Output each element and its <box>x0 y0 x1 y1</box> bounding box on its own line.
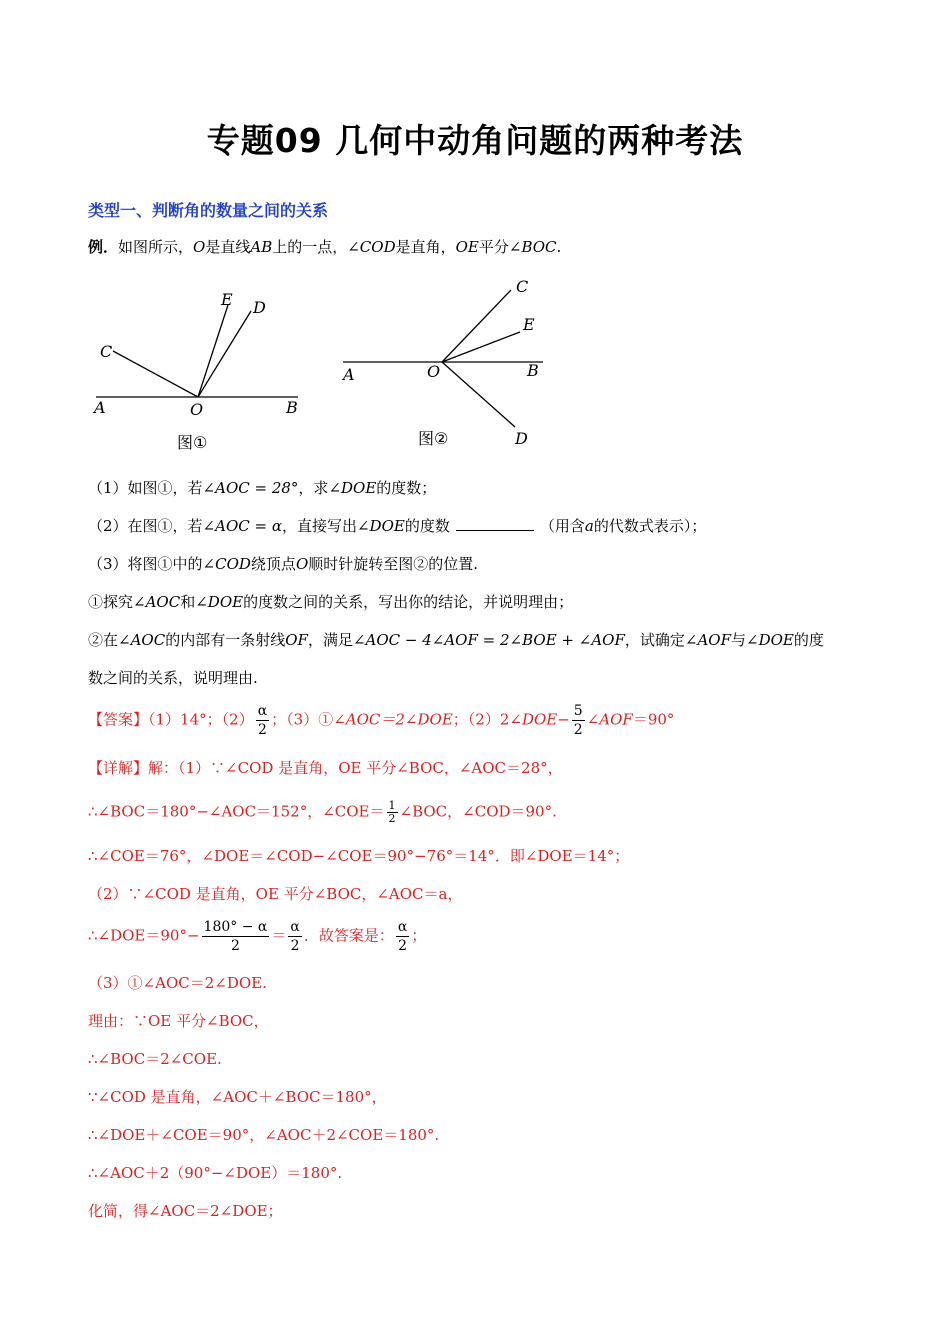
label-c: C <box>100 342 113 361</box>
example-text: . <box>556 238 562 256</box>
detail-text: 解：（1）∵∠COD 是直角，OE 平分∠BOC，∠AOC＝28°， <box>148 759 563 777</box>
answer-blank <box>456 516 534 531</box>
label-b: B <box>527 361 539 380</box>
answer-text: − <box>557 710 570 729</box>
label-d: D <box>253 298 266 317</box>
fraction-5-over-2 <box>572 702 585 739</box>
label-o: O <box>190 400 204 419</box>
example-text: 是直线 <box>205 238 251 256</box>
q-math: ∠AOF <box>684 631 731 649</box>
q-math: ∠DOE <box>328 479 377 497</box>
answer-text: ；（3）① <box>271 710 334 729</box>
q-text: ②在 <box>88 631 119 649</box>
ray-oc <box>442 290 511 362</box>
question-3-part-2-cont: 数之间的关系，说明理由. <box>88 669 258 687</box>
q-text: （3）将图①中的 <box>88 555 203 573</box>
figure-2 <box>335 272 560 452</box>
q-text: ，直接写出 <box>281 517 357 535</box>
q-text: 和 <box>180 593 196 611</box>
example-text: 如图所示， <box>118 238 194 256</box>
q-math: OF <box>285 631 308 649</box>
q-text: 的度数； <box>376 479 437 497</box>
fraction-180-minus-alpha-over-2 <box>202 918 270 955</box>
ray-od <box>198 311 251 397</box>
label-e: E <box>523 315 535 334</box>
q-text: ，求 <box>298 479 329 497</box>
question-1 <box>88 477 436 499</box>
answer-math: ∠DOE <box>509 710 558 729</box>
numerator: 5 <box>573 703 583 719</box>
denominator: 2 <box>398 938 408 954</box>
q-text: 顺时针旋转至图②的位置. <box>308 555 479 573</box>
answer-tag: 【答案】 <box>88 710 149 729</box>
numerator: 180° − α <box>203 919 268 935</box>
detail-text: ∴∠DOE＝90°− <box>88 926 200 945</box>
q-math: ∠DOE <box>356 517 405 535</box>
detail-text: ＝ <box>271 926 287 945</box>
fraction-alpha-over-2 <box>256 702 269 739</box>
q-text: 的度 <box>793 631 824 649</box>
example-text: 上的一点， <box>272 238 348 256</box>
q-text: （用含 <box>539 517 585 535</box>
question-2 <box>88 515 706 537</box>
denominator: 2 <box>388 812 396 825</box>
q-text: （1）如图①，若 <box>88 479 203 497</box>
q-text: 与 <box>730 631 746 649</box>
answer-math: ∠AOF <box>586 710 633 729</box>
q-math: ∠AOC = α <box>202 517 282 535</box>
label-d: D <box>515 429 528 448</box>
label-b: B <box>286 398 298 417</box>
denominator: 2 <box>257 722 267 738</box>
detail-line-4: （2）∵∠COD 是直角，OE 平分∠BOC，∠AOC＝a， <box>88 885 463 903</box>
q-text: 的代数式表示）； <box>593 517 707 535</box>
angle-boc: ∠BOC <box>508 238 557 256</box>
q-text: ①探究 <box>88 593 134 611</box>
numerator: α <box>257 703 268 719</box>
q-text: 的度数 <box>404 517 450 535</box>
answer-text: （1）14°；（2） <box>148 710 254 729</box>
detail-line-8: ∴∠BOC＝2∠COE. <box>88 1050 222 1068</box>
point-o: O <box>193 238 206 256</box>
detail-line-1 <box>88 757 563 779</box>
question-3-part-1 <box>88 591 573 613</box>
q-math: O <box>295 555 309 573</box>
detail-text: ∴∠BOC＝180°−∠AOC＝152°，∠COE＝ <box>88 802 385 821</box>
example-text: 是直角， <box>395 238 456 256</box>
numerator: 1 <box>388 799 396 812</box>
detail-line-9: ∵∠COD 是直角，∠AOC＋∠BOC＝180°， <box>88 1088 387 1106</box>
ray-od <box>442 362 515 427</box>
detail-text: ∠BOC，∠COD＝90°. <box>399 802 557 821</box>
detail-line-2 <box>88 800 557 825</box>
answer-line <box>88 702 674 739</box>
page-title: 专题09 几何中动角问题的两种考法 <box>206 121 744 160</box>
ray-oe <box>198 305 228 397</box>
numerator: α <box>397 919 408 935</box>
q-math: ∠DOE <box>195 593 244 611</box>
denominator: 2 <box>573 722 583 738</box>
fraction-1-over-2 <box>387 800 398 825</box>
figure-1-caption: 图① <box>177 433 208 452</box>
denominator: 2 <box>230 938 240 954</box>
q-text: 的内部有一条射线 <box>165 631 286 649</box>
q-math: ∠AOC <box>118 631 166 649</box>
detail-line-12: 化简，得∠AOC＝2∠DOE； <box>88 1202 283 1220</box>
numerator: α <box>290 919 300 935</box>
detail-line-7: 理由：∵OE 平分∠BOC， <box>88 1012 269 1030</box>
detail-line-10: ∴∠DOE＋∠COE＝90°，∠AOC＋2∠COE＝180°. <box>88 1126 440 1144</box>
question-3 <box>88 553 478 575</box>
figure-2-caption: 图② <box>418 429 449 448</box>
detail-text: ； <box>411 926 427 945</box>
detail-line-5 <box>88 918 426 955</box>
angle-cod: ∠COD <box>347 238 396 256</box>
label-a: A <box>94 398 106 417</box>
q-text: ，试确定 <box>624 631 685 649</box>
example-text: 平分 <box>478 238 509 256</box>
detail-line-11: ∴∠AOC＋2（90°−∠DOE）＝180°. <box>88 1164 343 1182</box>
label-e: E <box>221 290 233 309</box>
section-heading: 类型一、判断角的数量之间的关系 <box>88 201 329 220</box>
example-statement <box>88 236 561 258</box>
detail-tag: 【详解】 <box>88 759 149 777</box>
q-text: 的度数之间的关系，写出你的结论，并说明理由； <box>243 593 574 611</box>
q-text: （2）在图①，若 <box>88 517 203 535</box>
label-o: O <box>427 362 441 381</box>
answer-math: ∠AOC＝2∠DOE <box>333 710 453 729</box>
example-label: 例． <box>88 238 119 256</box>
answer-text: ＝90° <box>632 710 675 729</box>
fraction-alpha-over-2 <box>288 918 301 955</box>
fraction-alpha-over-2 <box>396 918 409 955</box>
denominator: 2 <box>290 938 300 954</box>
ray-oe <box>442 332 520 362</box>
q-math: ∠DOE <box>746 631 794 649</box>
label-c: C <box>516 277 529 296</box>
answer-text: ；（2）2 <box>452 710 510 729</box>
detail-line-3: ∴∠COE＝76°，∠DOE＝∠COD−∠COE＝90°−76°＝14°．即∠DOE＝14°； <box>88 847 630 865</box>
q-math: ∠AOC <box>133 593 181 611</box>
q-math: ∠AOC − 4∠AOF = 2∠BOE + ∠AOF <box>352 631 625 649</box>
q-math: a <box>584 517 594 535</box>
question-3-part-2 <box>88 629 824 651</box>
line-ab: AB <box>250 238 273 256</box>
detail-line-6: （3）①∠AOC＝2∠DOE. <box>88 974 267 992</box>
q-text: 绕顶点 <box>250 555 296 573</box>
ray-oc <box>113 351 198 397</box>
q-math: ∠COD <box>202 555 251 573</box>
detail-text: ．故答案是： <box>303 926 394 945</box>
q-math: ∠AOC = 28° <box>202 479 299 497</box>
ray-oe: OE <box>455 238 479 256</box>
label-a: A <box>343 365 355 384</box>
q-text: ，满足 <box>307 631 353 649</box>
